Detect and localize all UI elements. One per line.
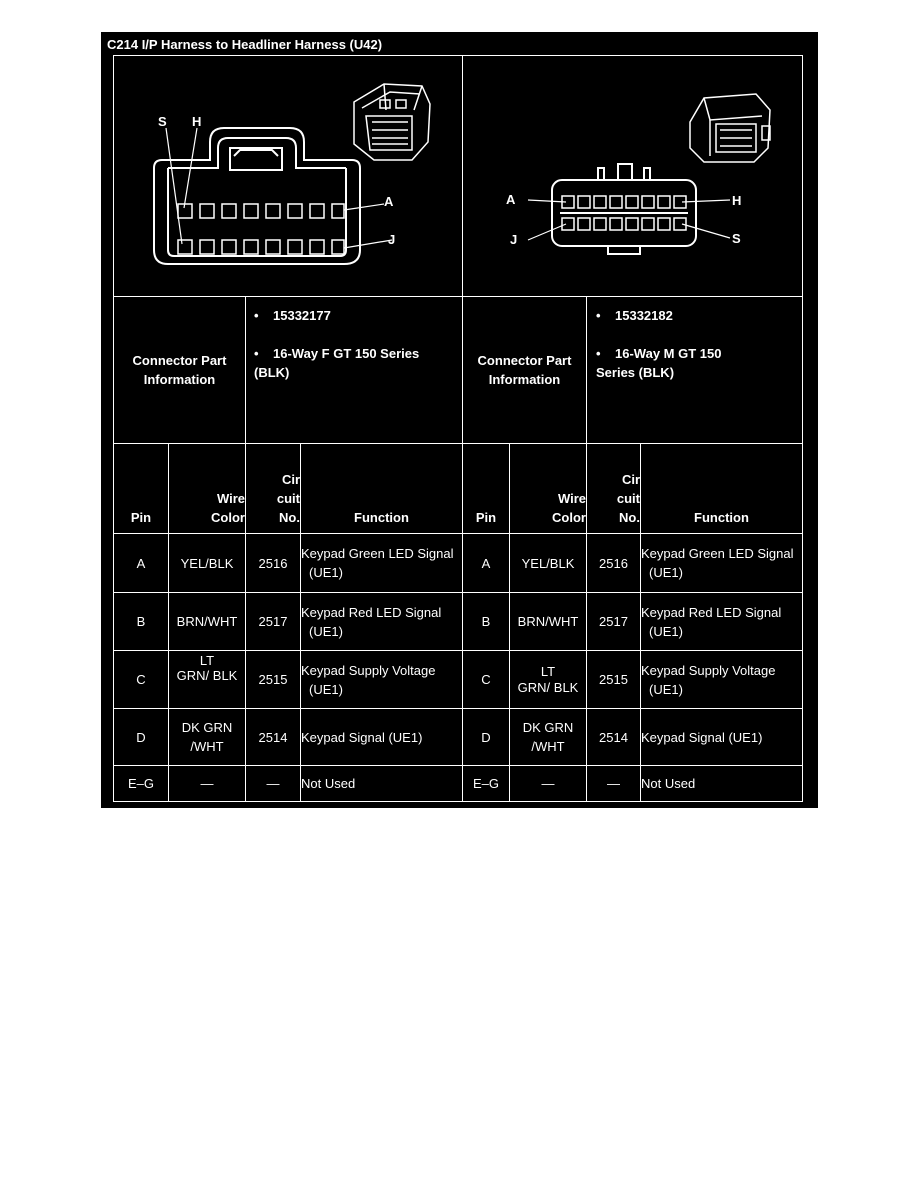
color-line: /WHT <box>531 739 565 754</box>
header-line: cuit <box>616 491 640 506</box>
heading-line: Connector Part <box>132 353 227 368</box>
bullet: • <box>254 308 259 323</box>
header-wire-color <box>510 444 586 533</box>
function-line: (UE1) <box>309 681 343 697</box>
connector-3d-icon <box>690 94 770 162</box>
header-pin: Pin <box>475 510 497 525</box>
header-line: Cir <box>621 472 640 487</box>
page-title: C214 I/P Harness to Headliner Harness (U42) <box>107 37 383 52</box>
wire-color-cell <box>510 709 586 765</box>
right-info-heading <box>463 297 586 443</box>
bullet: • <box>596 308 601 323</box>
function-cell: Not Used <box>301 776 356 791</box>
color-line: GRN/ BLK <box>517 679 579 695</box>
header-pin: Pin <box>130 510 152 525</box>
header-line: No. <box>619 510 640 525</box>
header-function: Function <box>694 510 749 525</box>
function-cell <box>301 534 462 592</box>
pin-cell: B <box>136 614 146 629</box>
pin-row-bottom <box>178 240 344 254</box>
color-line: GRN/ BLK <box>176 668 238 683</box>
header-line: Wire <box>557 491 586 506</box>
color-line: DK GRN <box>522 720 574 735</box>
bullet: • <box>596 346 601 361</box>
function-line: (UE1) <box>309 623 343 639</box>
pin-cell: D <box>136 729 146 745</box>
pin-cell: C <box>136 672 146 687</box>
part-description: 16-Way M GT 150 <box>615 346 722 361</box>
pin-cell: E–G <box>127 776 154 791</box>
function-cell: Keypad Signal (UE1) <box>641 729 763 745</box>
header-circuit <box>587 444 640 533</box>
label-s: S <box>732 231 741 246</box>
female-connector-diagram <box>122 64 452 289</box>
function-line: Keypad Supply Voltage <box>641 662 776 678</box>
color-line: /WHT <box>190 739 224 754</box>
function-line: Keypad Supply Voltage <box>301 662 436 678</box>
heading-line: Information <box>488 372 561 387</box>
heading-line: Connector Part <box>477 353 572 368</box>
function-line: Keypad Green LED Signal <box>301 546 454 561</box>
header-line: cuit <box>276 491 300 506</box>
part-number: 15332177 <box>273 308 331 323</box>
part-description: 16-Way F GT 150 Series <box>273 346 420 361</box>
function-line: (UE1) <box>649 623 683 639</box>
function-cell <box>641 534 802 592</box>
part-description: Series (BLK) <box>596 365 675 380</box>
pin-cell: B <box>481 614 491 629</box>
color-line: DK GRN <box>181 720 233 735</box>
circuit-cell: — <box>607 776 620 791</box>
pin-cell: D <box>481 729 491 745</box>
circuit-cell: 2516 <box>599 555 628 571</box>
wire-color-cell: — <box>541 776 555 791</box>
circuit-cell: 2514 <box>258 729 288 745</box>
header-line: Color <box>211 510 245 525</box>
function-line: Keypad Red LED Signal <box>641 604 782 620</box>
wire-color-cell: BRN/WHT <box>176 614 238 629</box>
pin-row-top <box>562 196 686 208</box>
wire-color-cell: YEL/BLK <box>180 555 234 571</box>
label-s: S <box>158 114 167 129</box>
function-cell <box>301 593 462 650</box>
function-cell <box>641 651 802 708</box>
connector-table <box>113 55 803 802</box>
circuit-cell: 2514 <box>599 729 628 745</box>
part-number: 15332182 <box>615 308 673 323</box>
wire-color-cell <box>169 709 245 765</box>
part-description: (BLK) <box>254 365 290 380</box>
function-line: Keypad Red LED Signal <box>301 604 442 620</box>
right-part-info <box>596 306 721 382</box>
circuit-cell: 2517 <box>258 614 288 629</box>
heading-line: Information <box>143 372 216 387</box>
wire-color-cell <box>510 651 586 708</box>
pin-cell: E–G <box>472 776 499 791</box>
function-cell: Not Used <box>641 776 696 791</box>
pin-row-top <box>178 204 344 218</box>
label-a: A <box>384 194 394 209</box>
header-line: Cir <box>281 472 300 487</box>
color-line: LT <box>199 653 215 668</box>
left-info-heading <box>114 297 245 443</box>
header-function: Function <box>354 510 409 525</box>
wire-color-cell: — <box>200 776 214 791</box>
wire-color-cell: BRN/WHT <box>517 614 579 629</box>
circuit-cell: 2515 <box>599 672 628 687</box>
label-a: A <box>506 192 516 207</box>
header-circuit <box>246 444 300 533</box>
function-cell <box>301 651 462 708</box>
circuit-cell: — <box>266 776 280 791</box>
label-j: J <box>510 232 518 247</box>
circuit-cell: 2517 <box>599 614 628 629</box>
label-h: H <box>192 114 202 129</box>
pin-cell: A <box>481 555 491 571</box>
wire-color-cell: YEL/BLK <box>521 555 575 571</box>
header-line: Color <box>552 510 586 525</box>
color-line: LT <box>540 663 556 679</box>
label-h: H <box>732 193 742 208</box>
circuit-cell: 2515 <box>258 672 288 687</box>
pin-cell: A <box>136 555 146 571</box>
wire-color-cell <box>169 651 245 708</box>
function-line: (UE1) <box>649 681 683 697</box>
pin-cell: C <box>481 672 491 687</box>
circuit-cell: 2516 <box>258 555 288 571</box>
function-cell: Keypad Signal (UE1) <box>301 729 423 745</box>
header-line: No. <box>279 510 300 525</box>
header-line: Wire <box>216 491 245 506</box>
header-wire-color <box>169 444 245 533</box>
bullet: • <box>254 346 259 361</box>
pin-row-bottom <box>562 218 686 230</box>
male-connector-diagram <box>468 64 798 289</box>
function-cell <box>641 593 802 650</box>
function-line: Keypad Green LED Signal <box>641 546 794 561</box>
connector-3d-icon <box>354 84 430 160</box>
left-part-info <box>254 306 419 382</box>
function-line: (UE1) <box>649 565 683 580</box>
connector-sheet <box>101 32 818 808</box>
label-j: J <box>388 232 396 247</box>
function-line: (UE1) <box>309 565 343 580</box>
